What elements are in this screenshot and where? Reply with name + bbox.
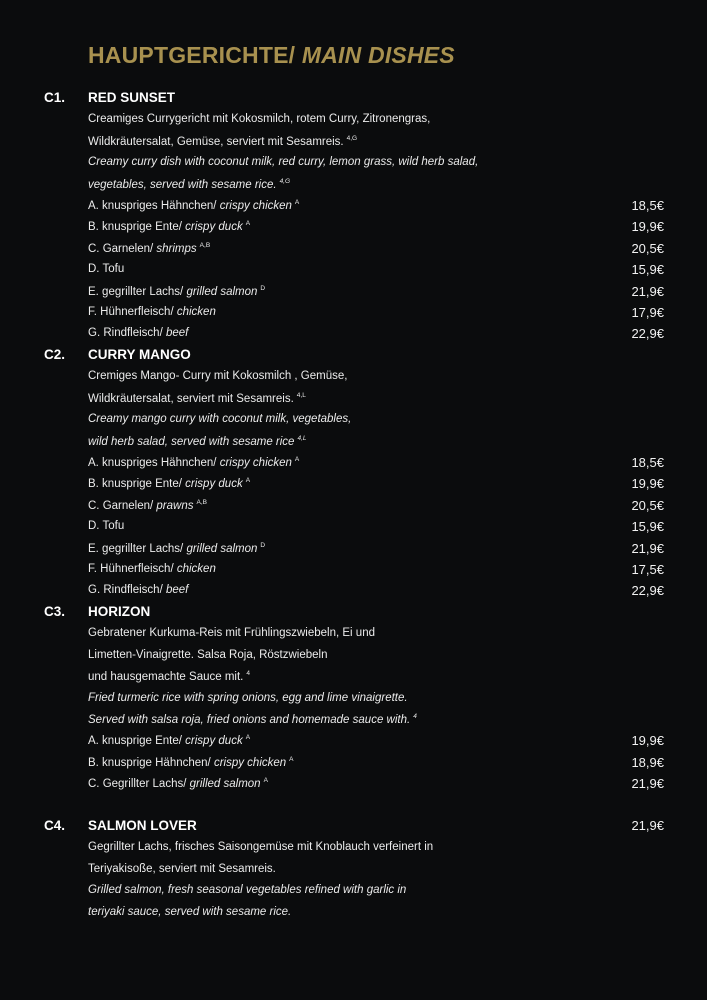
allergen-note: 4,G [346, 134, 358, 142]
description-de: Limetten-Vinaigrette. Salsa Roja, Röstzwiebeln [88, 648, 328, 661]
description-en: Served with salsa roja, fried onions and homemade sauce with. $^4$ [88, 713, 417, 726]
item-code: C3. [44, 604, 66, 619]
option-label: G. Rindfleisch/ beef [88, 327, 189, 340]
option-label-en: chicken [176, 306, 216, 318]
allergen-note: A [245, 477, 251, 485]
option-label-en: crispy chicken [213, 756, 287, 769]
option-price: 18,5€ [631, 198, 664, 213]
option-price: 17,9€ [631, 305, 664, 320]
item-name: RED SUNSET [88, 90, 176, 105]
description-de: Wildkräutersalat, Gemüse, serviert mit Sesamreis. $^{4,G}$ [88, 134, 358, 148]
option-label-en: chicken [176, 563, 216, 575]
option-label-en: grilled salmon [186, 542, 258, 555]
description-de: Creamiges Currygericht mit Kokosmilch, rotem Curry, Zitronengras, [88, 113, 431, 126]
description-de: Gegrillter Lachs, frisches Saisongemüse mit Knoblauch verfeinert in [88, 841, 434, 854]
item-code: C2. [44, 347, 66, 362]
allergen-note: A [289, 755, 294, 763]
description-en: Fried turmeric rice with spring onions, egg and lime vinaigrette. [88, 691, 408, 704]
allergen-note: D [260, 284, 266, 292]
description-de: Cremiges Mango- Curry mit Kokosmilch , Gemüse, [88, 370, 348, 383]
option-price: 21,9€ [631, 540, 664, 556]
option-label: E. gegrillter Lachs/ grilled salmon $^D$ [88, 284, 266, 298]
allergen-note: A [245, 734, 251, 742]
option-label: B. knusprige Ente/ crispy duck $^A$ [88, 220, 251, 234]
allergen-note: A [245, 220, 251, 228]
allergen-note: 4,L [297, 434, 307, 442]
option-label-en: shrimps [156, 242, 197, 255]
allergen-note: A [263, 777, 268, 785]
item-name: HORIZON [88, 604, 151, 619]
option-label: C. Gegrillter Lachs/ grilled salmon $^A$ [88, 777, 268, 791]
item-price: 21,9€ [631, 818, 664, 833]
option-label: F. Hühnerfleisch/ chicken [88, 563, 216, 575]
option-label: G. Rindfleisch/ beef [88, 584, 189, 597]
page-title-en: MAIN DISHES [301, 42, 455, 68]
option-label-en: beef [165, 584, 189, 597]
description-en: vegetables, served with sesame rice. $^{4,G}$ [88, 177, 291, 191]
allergen-note: 4 [246, 670, 250, 678]
option-label-en: crispy chicken [219, 199, 292, 212]
option-price: 15,9€ [631, 519, 664, 535]
option-price: 20,5€ [631, 240, 664, 256]
allergen-note: 4 [413, 713, 417, 720]
option-price: 19,9€ [631, 733, 664, 749]
option-label-en: beef [165, 327, 189, 340]
option-label: A. knuspriges Hähnchen/ crispy chicken $^A$ [88, 456, 300, 469]
option-label-en: grilled salmon [189, 778, 261, 791]
allergen-note: A [294, 199, 300, 206]
option-price: 18,9€ [631, 754, 664, 770]
description-en: Creamy curry dish with coconut milk, red curry, lemon grass, wild herb salad, [88, 156, 479, 169]
option-label: C. Garnelen/ prawns $^{A,B}$ [88, 498, 207, 512]
option-label: F. Hühnerfleisch/ chicken [88, 306, 216, 318]
option-label-en: crispy duck [185, 221, 243, 234]
option-label-en: crispy duck [185, 735, 243, 748]
item-code: C1. [44, 90, 66, 105]
option-price: 15,9€ [631, 262, 664, 278]
option-label: A. knusprige Ente/ crispy duck $^A$ [88, 734, 251, 748]
description-en: Grilled salmon, fresh seasonal vegetables refined with garlic in [88, 884, 407, 897]
allergen-note: 4,G [279, 177, 291, 185]
option-price: 18,5€ [631, 455, 664, 470]
item-code: C4. [44, 818, 66, 833]
description-en: Creamy mango curry with coconut milk, vegetables, [88, 413, 352, 426]
description-de: Gebratener Kurkuma-Reis mit Frühlingszwiebeln, Ei und [88, 627, 375, 640]
option-label-en: crispy duck [185, 478, 243, 491]
description-de: Teriyakisoße, serviert mit Sesamreis. [88, 862, 276, 875]
item-name: SALMON LOVER [88, 818, 197, 833]
option-label-en: prawns [156, 499, 194, 512]
allergen-note: D [260, 541, 266, 549]
description-en: teriyaki sauce, served with sesame rice. [88, 905, 292, 918]
option-label-en: crispy chicken [219, 456, 292, 469]
allergen-note: A,B [199, 241, 211, 249]
option-label: C. Garnelen/ shrimps $^{A,B}$ [88, 241, 211, 255]
option-label: E. gegrillter Lachs/ grilled salmon $^D$ [88, 541, 266, 555]
option-label: D. Tofu [88, 520, 125, 533]
description-de: Wildkräutersalat, serviert mit Sesamreis. $^{4,L}$ [88, 391, 306, 405]
option-label-en: grilled salmon [186, 285, 258, 298]
allergen-note: A,B [196, 498, 207, 506]
option-label: D. Tofu [88, 263, 125, 276]
description-en: wild herb salad, served with sesame rice $^{4,L}$ [88, 434, 307, 448]
option-price: 17,5€ [631, 562, 664, 577]
allergen-note: 4,L [296, 391, 306, 399]
option-label: B. knusprige Hähnchen/ crispy chicken $^A$ [88, 755, 294, 769]
option-price: 20,5€ [631, 497, 664, 513]
allergen-note: A [294, 456, 300, 463]
option-price: 22,9€ [631, 326, 664, 342]
page-title [88, 42, 455, 69]
option-price: 21,9€ [631, 283, 664, 299]
page-title-de: HAUPTGERICHTE/ [88, 42, 296, 68]
option-price: 19,9€ [631, 476, 664, 492]
option-label: B. knusprige Ente/ crispy duck $^A$ [88, 477, 251, 491]
item-name: CURRY MANGO [88, 347, 191, 362]
description-de: und hausgemachte Sauce mit. $^4$ [88, 670, 250, 684]
option-label: A. knuspriges Hähnchen/ crispy chicken $^A$ [88, 199, 300, 212]
option-price: 19,9€ [631, 219, 664, 235]
option-price: 22,9€ [631, 583, 664, 599]
option-price: 21,9€ [631, 776, 664, 792]
